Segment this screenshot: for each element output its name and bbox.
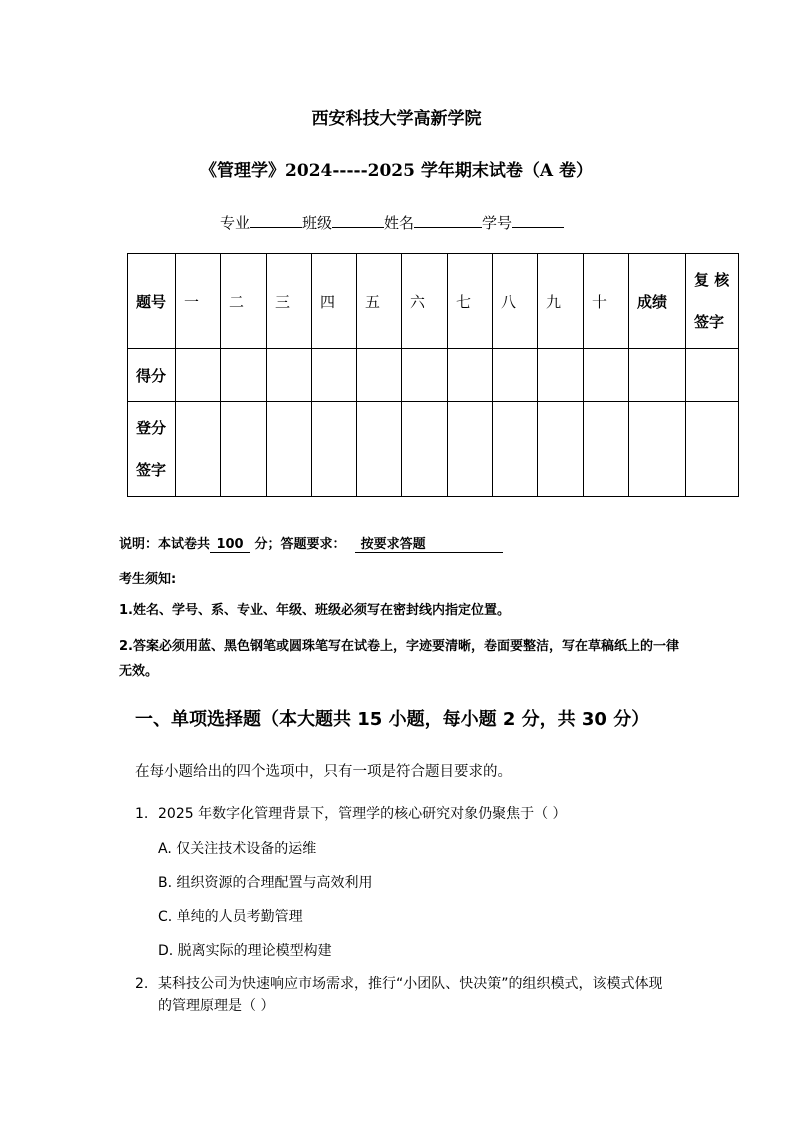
signature-cell[interactable] (402, 402, 448, 497)
total-score-label: 成绩 (629, 254, 686, 349)
total-score-value: 100 (210, 537, 250, 553)
student-id-field[interactable] (512, 213, 564, 228)
question-2 (135, 973, 675, 1017)
exam-title: 《管理学》2024-----2025 学年期末试卷（A 卷） (200, 161, 593, 181)
answer-requirement: 按要求答题 (355, 533, 503, 553)
description-prefix: 说明：本试卷共 (119, 537, 211, 552)
score-cell[interactable] (221, 349, 267, 402)
score-table (127, 253, 739, 497)
option-c[interactable]: C. 单纯的人员考勤管理 (158, 909, 303, 925)
notice-heading: 考生须知: (119, 572, 177, 587)
name-field[interactable] (414, 213, 482, 228)
option-a[interactable]: A. 仅关注技术设备的运维 (158, 841, 317, 857)
question-1 (135, 803, 675, 825)
recorder-signature-label (128, 402, 176, 497)
major-field[interactable] (250, 213, 302, 228)
question-text: 2025 年数字化管理背景下，管理学的核心研究对象仍聚焦于（ ） (158, 806, 567, 822)
score-cell[interactable] (176, 349, 221, 402)
question-number-row (128, 254, 739, 349)
signature-cell[interactable] (312, 402, 357, 497)
signature-cell[interactable] (584, 402, 629, 497)
question-col-6: 六 (402, 254, 448, 349)
recorder-label-line2: 签字 (136, 461, 167, 479)
score-row (128, 349, 739, 402)
review-signature-label (686, 254, 739, 349)
recorder-label-line1: 登分 (136, 419, 167, 437)
question-number: 1. (135, 806, 149, 822)
question-col-8: 八 (493, 254, 538, 349)
signature-cell[interactable] (629, 402, 686, 497)
signature-cell[interactable] (493, 402, 538, 497)
score-label: 得分 (128, 349, 176, 402)
student-info-line (220, 212, 564, 233)
score-cell[interactable] (538, 349, 584, 402)
question-number: 2. (135, 976, 149, 992)
name-label: 姓名 (384, 214, 415, 232)
score-cell[interactable] (448, 349, 493, 402)
notice-rule-1: 1.姓名、学号、系、专业、年级、班级必须写在密封线内指定位置。 (119, 603, 510, 618)
score-cell[interactable] (584, 349, 629, 402)
signature-cell[interactable] (357, 402, 402, 497)
question-col-3: 三 (267, 254, 312, 349)
review-label-line2: 签字 (694, 313, 725, 331)
option-b[interactable]: B. 组织资源的合理配置与高效利用 (158, 875, 373, 891)
option-d[interactable]: D. 脱离实际的理论模型构建 (158, 943, 332, 959)
class-field[interactable] (332, 213, 384, 228)
question-col-4: 四 (312, 254, 357, 349)
section-instruction: 在每小题给出的四个选项中，只有一项是符合题目要求的。 (135, 764, 512, 780)
question-col-9: 九 (538, 254, 584, 349)
signature-cell[interactable] (448, 402, 493, 497)
signature-cell[interactable] (221, 402, 267, 497)
score-cell[interactable] (402, 349, 448, 402)
signature-cell[interactable] (538, 402, 584, 497)
recorder-signature-row (128, 402, 739, 497)
score-cell[interactable] (312, 349, 357, 402)
school-name: 西安科技大学高新学院 (311, 109, 482, 129)
exam-description (119, 533, 503, 553)
description-mid: 分；答题要求： (254, 537, 346, 552)
score-cell[interactable] (629, 349, 686, 402)
question-col-10: 十 (584, 254, 629, 349)
section-title: 一、单项选择题（本大题共 15 小题，每小题 2 分，共 30 分） (135, 709, 650, 730)
question-text: 某科技公司为快速响应市场需求，推行“小团队、快决策”的组织模式，该模式体现的管理原理是（ ） (158, 976, 663, 1014)
student-id-label: 学号 (482, 214, 513, 232)
score-cell[interactable] (357, 349, 402, 402)
major-label: 专业 (220, 214, 251, 232)
question-col-1: 一 (176, 254, 221, 349)
signature-cell[interactable] (686, 402, 739, 497)
class-label: 班级 (302, 214, 333, 232)
notice-rule-2: 2.答案必须用蓝、黑色钢笔或圆珠笔写在试卷上，字迹要清晰，卷面要整洁，写在草稿纸上的一律无效。 (119, 639, 679, 679)
score-cell[interactable] (493, 349, 538, 402)
question-col-5: 五 (357, 254, 402, 349)
signature-cell[interactable] (176, 402, 221, 497)
question-col-7: 七 (448, 254, 493, 349)
question-number-label: 题号 (128, 254, 176, 349)
score-cell[interactable] (686, 349, 739, 402)
question-col-2: 二 (221, 254, 267, 349)
signature-cell[interactable] (267, 402, 312, 497)
score-cell[interactable] (267, 349, 312, 402)
review-label-line1: 复 核 (694, 271, 730, 289)
